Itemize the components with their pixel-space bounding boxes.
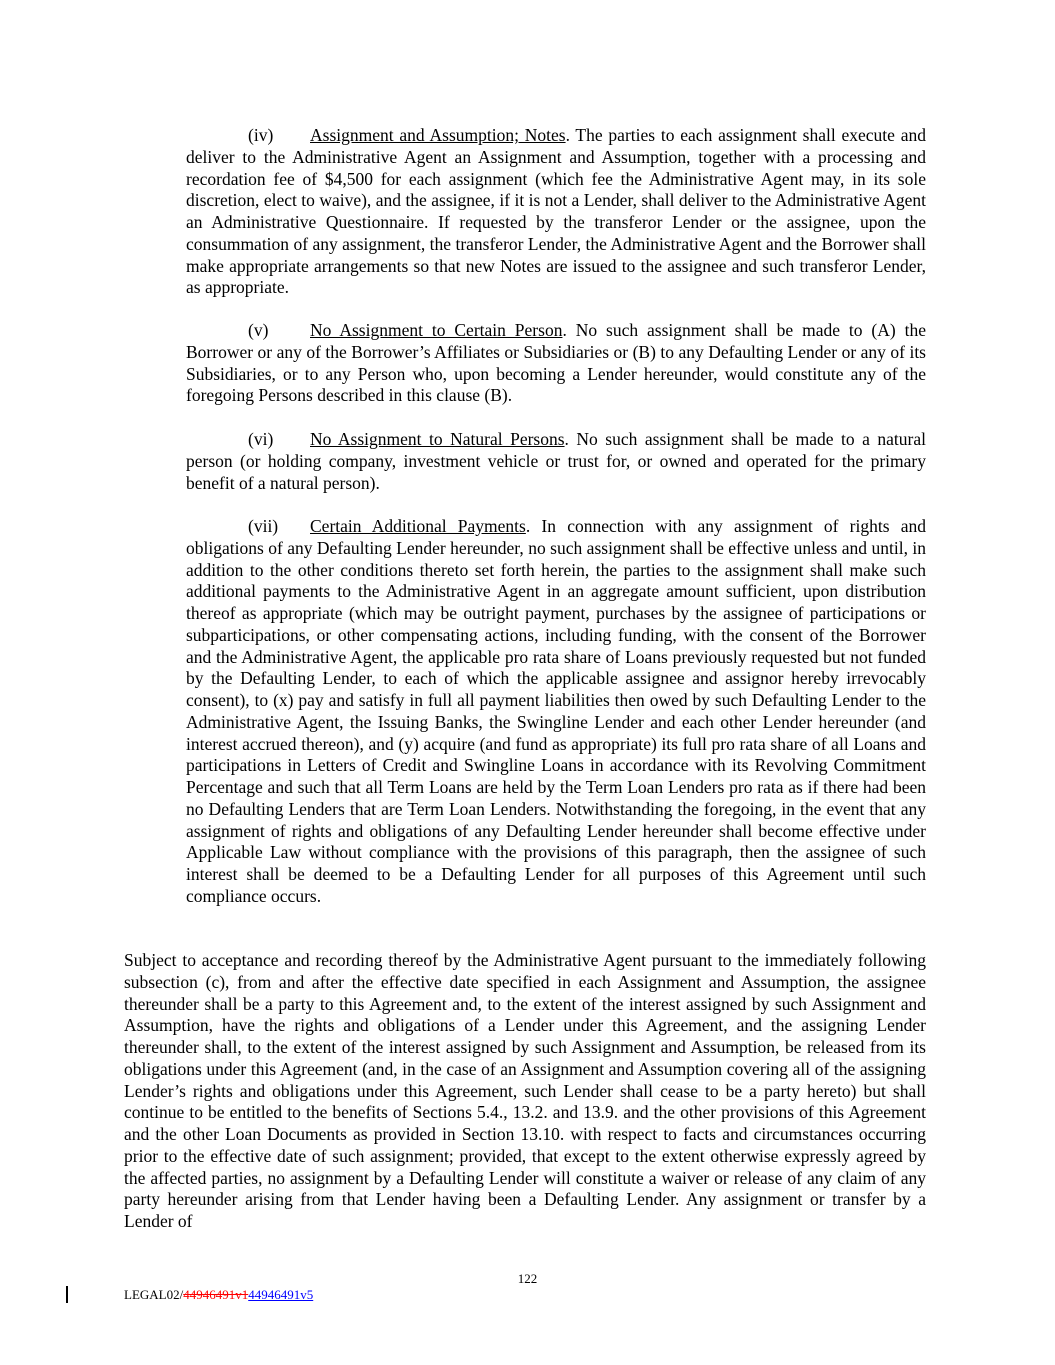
document-id-prefix: LEGAL02/ [124,1287,184,1302]
paragraph-number: (vi) [248,429,274,449]
paragraph-heading: Certain Additional Payments [310,516,526,536]
document-id-inserted: 44946491v5 [248,1287,314,1302]
paragraph-number: (iv) [248,125,274,145]
paragraph-text: . No such assignment shall be made to a natural person (or holding company, investment vehicle or trust for, or owned and operated for the primary benefit of a natural person). [186,429,926,493]
paragraph-text: . The parties to each assignment shall execute and deliver to the Administrative Agent an Assignment and Assumption, together with a processing and recordation fee of $4,500 for each assignment (which fee the Administrative Agent may, in its sole discretion, elect to waive), and the assignee, if it is not a Lender, shall deliver to the Administrative Agent an Administrative Questionnaire. If requested by the transferor Lender or the assignee, upon the consummation of any assignment, the transferor Lender, the Administrative Agent and the Borrower shall make appropriate arrangements so that new Notes are issued to the assignee and such transferor Lender, as appropriate. [186,125,926,298]
paragraph-heading: No Assignment to Certain Person [310,320,563,340]
paragraph-heading: No Assignment to Natural Persons [310,429,565,449]
paragraph-heading: Assignment and Assumption; Notes [310,125,566,145]
paragraph-text: Subject to acceptance and recording thereof by the Administrative Agent pursuant to the immediately following subsection (c), from and after the effective date specified in each Assignment and Assumption, the assignee thereunder shall be a party to this Agreement and, to the extent of the interest assigned by such Assignment and Assumption, have the rights and obligations of a Lender under this Agreement, and the assigning Lender thereunder shall, to the extent of the interest assigned by such Assignment and Assumption, be released from its obligations under this Agreement (and, in the case of an Assignment and Assumption covering all of the assigning Lender’s rights and obligations under this Agreement, such Lender shall cease to be a party hereto) but shall continue to be entitled to the benefits of Sections 5.4., 13.2. and 13.9. and the other provisions of this Agreement and the other Loan Documents as provided in Section 13.10. with respect to facts and circumstances occurring prior to the effective date of such assignment; provided, that except to the extent otherwise expressly agreed by the affected parties, no assignment by a Defaulting Lender will constitute a waiver or release of any claim of any party hereunder arising from that Lender having been a Defaulting Lender. Any assignment or transfer by a Lender of [124,950,926,1231]
paragraph-number: (vii) [248,516,279,536]
document-id-deleted: 44946491v1 [183,1287,249,1302]
page-number: 122 [517,1271,538,1286]
paragraph-vi [186,429,926,494]
paragraph-text: . In connection with any assignment of rights and obligations of any Defaulting Lender hereunder, no such assignment shall be effective unless and until, in addition to the other conditions thereto set forth herein, the parties to the assignment shall make such additional payments to the Administrative Agent in an aggregate amount sufficient, upon distribution thereof as appropriate (which may be outright payment, purchases by the assignee of participations or subparticipations, or other compensating actions, including funding, with the consent of the Borrower and the Administrative Agent, the applicable pro rata share of Loans previously requested but not funded by the Defaulting Lender, to each of which the applicable assignee and assignor hereby irrevocably consent), to (x) pay and satisfy in full all payment liabilities then owed by such Defaulting Lender to the Administrative Agent, the Issuing Banks, the Swingline Lender and each other Lender hereunder (and interest accrued thereon), and (y) acquire (and fund as appropriate) its full pro rata share of all Loans and participations in Letters of Credit and Swingline Loans in accordance with its Revolving Commitment Percentage and such that all Term Loans are held by the Term Loan Lenders pro rata as if there had been no Defaulting Lenders that are Term Loan Lenders. Notwithstanding the foregoing, in the event that any assignment of rights and obligations of any Defaulting Lender hereunder shall become effective under Applicable Law without compliance with the provisions of this paragraph, then the assignee of such interest shall be deemed to be a Defaulting Lender for all purposes of this Agreement until such compliance occurs. [186,516,927,906]
paragraph-iv [186,125,926,299]
paragraph-number: (v) [248,320,269,340]
revision-change-bar [66,1286,68,1303]
document-id [124,1287,313,1303]
paragraph-vii [186,516,926,908]
paragraph-v [186,320,926,407]
paragraph-text: . No such assignment shall be made to (A) the Borrower or any of the Borrower’s Affiliates or Subsidiaries or (B) to any Defaulting Lender or any of its Subsidiaries, or to any Person who, upon becoming a Lender hereunder, would constitute any of the foregoing Persons described in this clause (B). [186,320,926,406]
paragraph-subject-to-acceptance [124,950,926,1233]
